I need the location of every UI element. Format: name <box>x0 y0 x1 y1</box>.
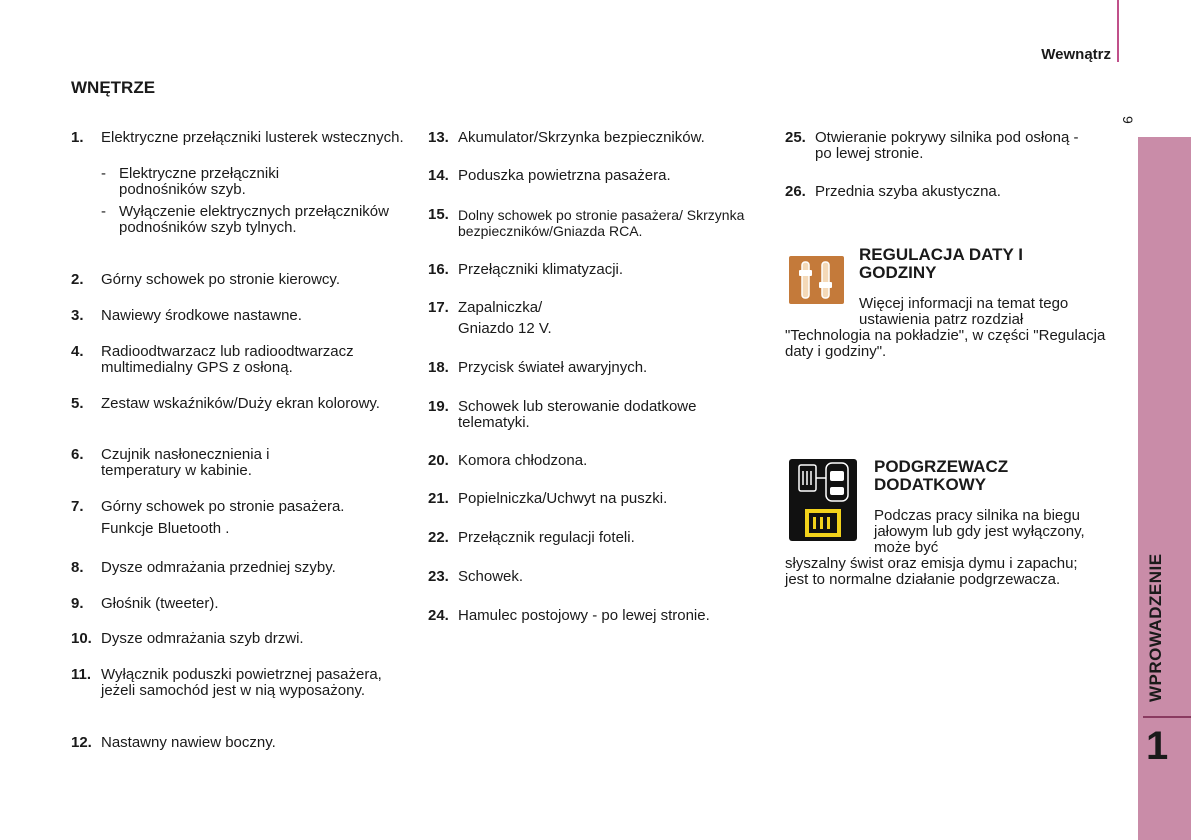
item-text: Elektryczne przełączniki lusterek wstecznych. <box>101 129 404 146</box>
item-number: 11. <box>71 666 92 683</box>
item-text: Przycisk świateł awaryjnych. <box>458 359 648 376</box>
list-item <box>428 399 768 431</box>
item-number: 3. <box>71 307 84 324</box>
item-number: 15. <box>428 206 449 223</box>
item-number: 14. <box>428 167 449 184</box>
item-text: Hamulec postojowy - po lewej stronie. <box>458 607 710 624</box>
heater-box-text-a: Podczas pracy silnika na biegu jałowym lub gdy jest wyłączony, może być <box>874 507 1085 556</box>
sub-item <box>101 204 409 236</box>
item-number: 5. <box>71 395 84 412</box>
item-number: 20. <box>428 452 449 469</box>
item-number: 12. <box>71 734 92 751</box>
item-number: 26. <box>785 183 806 200</box>
item-number: 17. <box>428 299 449 316</box>
list-item <box>71 631 411 647</box>
item-number: 8. <box>71 559 84 576</box>
section-title: WNĘTRZE <box>71 78 156 97</box>
list-item <box>785 184 1115 200</box>
list-item <box>71 308 411 324</box>
list-item-continuation: Gniazdo 12 V. <box>458 320 552 337</box>
item-text: Radioodtwarzacz lub radioodtwarzacz multimedialny GPS z osłoną. <box>101 343 354 376</box>
list-item <box>71 499 411 515</box>
list-item <box>428 168 768 184</box>
item-number: 16. <box>428 261 449 278</box>
item-text: Poduszka powietrzna pasażera. <box>458 167 671 184</box>
chapter-label: WPROWADZENIE <box>1146 553 1165 702</box>
list-item <box>428 569 768 585</box>
date-box-text-b: "Technologia na pokładzie", w części "Regulacja daty i godziny". <box>785 327 1106 360</box>
item-text: Zestaw wskaźników/Duży ekran kolorowy. <box>101 395 380 412</box>
list-item <box>71 560 411 576</box>
item-text: Popielniczka/Uchwyt na puszki. <box>458 490 668 507</box>
header-divider <box>1117 0 1119 62</box>
list-item <box>428 360 768 376</box>
item-number: 23. <box>428 568 449 585</box>
item-text: Dysze odmrażania przedniej szyby. <box>101 559 336 576</box>
heater-box-text-b: słyszalny świst oraz emisja dymu i zapachu; jest to normalne działanie podgrzewacza. <box>785 555 1078 588</box>
list-item <box>785 130 1090 162</box>
page-header-title: Wewnątrz <box>1041 46 1111 63</box>
item-text: Otwieranie pokrywy silnika pod osłoną - po lewej stronie. <box>815 129 1079 162</box>
item-number: 18. <box>428 359 449 376</box>
list-item <box>428 491 768 507</box>
list-item <box>71 272 411 288</box>
item-text: Przełącznik regulacji foteli. <box>458 529 635 546</box>
heater-warning-icon <box>789 459 857 541</box>
item-number: 9. <box>71 595 84 612</box>
item-number: 21. <box>428 490 449 507</box>
item-text: Wyłącznik poduszki powietrznej pasażera, jeżeli samochód jest w nią wyposażony. <box>101 666 382 699</box>
item-text: Dolny schowek po stronie pasażera/ Skrzynka bezpieczników/Gniazda RCA. <box>458 207 745 239</box>
item-text: Akumulator/Skrzynka bezpieczników. <box>458 129 705 146</box>
item-number: 19. <box>428 398 449 415</box>
list-item <box>428 300 768 316</box>
item-number: 13. <box>428 129 449 146</box>
date-settings-icon <box>789 256 844 304</box>
item-text: Głośnik (tweeter). <box>101 595 219 612</box>
chapter-divider <box>1143 716 1191 718</box>
list-item <box>428 608 728 624</box>
item-number: 25. <box>785 129 806 146</box>
list-item <box>428 130 778 146</box>
list-item <box>428 453 768 469</box>
list-item <box>428 262 768 278</box>
item-text: Górny schowek po stronie pasażera. <box>101 498 345 515</box>
list-item <box>71 447 331 479</box>
item-text: Górny schowek po stronie kierowcy. <box>101 271 340 288</box>
list-item <box>71 667 391 699</box>
item-text: Schowek lub sterowanie dodatkowe telematyki. <box>458 398 697 431</box>
date-box-title: REGULACJA DATY I GODZINY <box>859 245 1024 282</box>
sub-dash: - <box>101 165 106 182</box>
item-text: Dysze odmrażania szyb drzwi. <box>101 630 304 647</box>
item-text: Komora chłodzona. <box>458 452 588 469</box>
chapter-number: 1 <box>1146 724 1169 768</box>
item-text: Nastawny nawiew boczny. <box>101 734 276 751</box>
heater-box-title: PODGRZEWACZ DODATKOWY <box>874 457 1009 494</box>
list-item <box>71 396 381 412</box>
list-item <box>428 530 768 546</box>
item-number: 24. <box>428 607 449 624</box>
list-item <box>71 344 411 376</box>
item-number: 7. <box>71 498 84 515</box>
item-number: 1. <box>71 129 84 146</box>
item-text: Zapalniczka/ <box>458 299 543 316</box>
item-number: 22. <box>428 529 449 546</box>
list-item <box>428 207 763 239</box>
list-item <box>71 735 411 751</box>
item-text: Schowek. <box>458 568 524 585</box>
sub-item <box>101 166 349 198</box>
page-number: 9 <box>1120 116 1136 124</box>
item-number: 4. <box>71 343 84 360</box>
list-item-continuation: Funkcje Bluetooth . <box>101 520 230 537</box>
item-text: Przełączniki klimatyzacji. <box>458 261 624 278</box>
item-number: 10. <box>71 630 92 647</box>
item-text: Przednia szyba akustyczna. <box>815 183 1001 200</box>
list-item <box>71 130 411 146</box>
sub-text: Wyłączenie elektrycznych przełączników podnośników szyb tylnych. <box>119 203 389 236</box>
item-number: 6. <box>71 446 84 463</box>
item-text: Czujnik nasłonecznienia i temperatury w kabinie. <box>101 446 270 479</box>
sub-dash: - <box>101 203 106 220</box>
list-item <box>71 596 411 612</box>
item-number: 2. <box>71 271 84 288</box>
date-box-text-a: Więcej informacji na temat tego ustawienia patrz rozdział <box>859 295 1069 328</box>
item-text: Nawiewy środkowe nastawne. <box>101 307 302 324</box>
sub-text: Elektryczne przełączniki podnośników szyb. <box>119 165 280 198</box>
